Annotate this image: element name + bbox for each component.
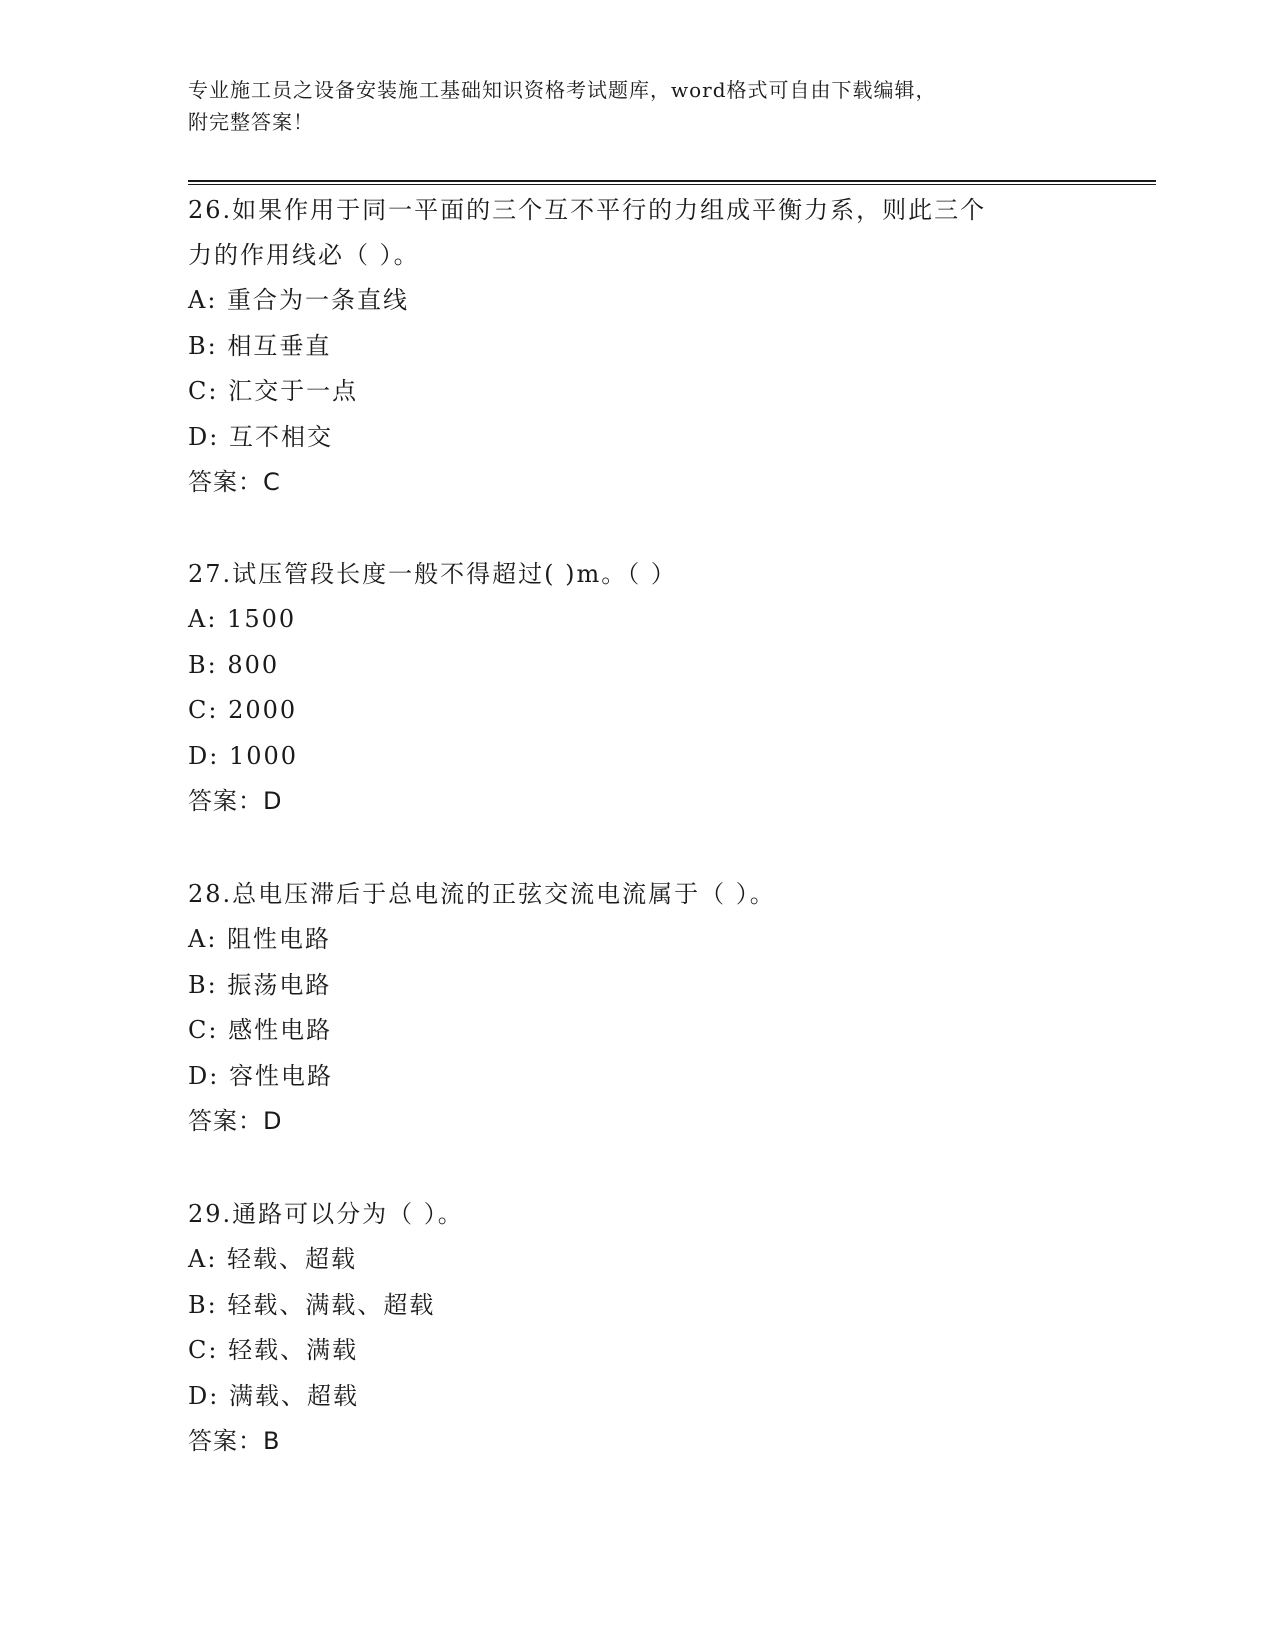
option-d: D: 满载、超载 xyxy=(188,1381,359,1410)
header-divider-thin xyxy=(188,184,1156,185)
header-line-2: 附完整答案！ xyxy=(188,110,314,134)
answer: 答案：C xyxy=(188,468,281,496)
option-a: A: 1500 xyxy=(188,605,297,633)
option-a: A: 阻性电路 xyxy=(188,925,332,953)
question-28 xyxy=(188,872,1088,1144)
answer: 答案：D xyxy=(188,1107,283,1135)
question-29 xyxy=(188,1192,1088,1464)
option-c: C: 感性电路 xyxy=(188,1016,333,1044)
header-divider-thick xyxy=(188,180,1156,182)
answer: 答案：D xyxy=(188,787,283,815)
option-c: C: 2000 xyxy=(188,696,298,724)
answer: 答案：B xyxy=(188,1427,281,1455)
header-line-1: 专业施工员之设备安装施工基础知识资格考试题库，word格式可自由下载编辑， xyxy=(188,78,937,102)
question-stem-continued: 力的作用线必（ ）。 xyxy=(188,241,420,269)
option-d: D: 互不相交 xyxy=(188,422,333,451)
question-stem: 29.通路可以分为（ ）。 xyxy=(188,1200,464,1228)
option-c: C: 汇交于一点 xyxy=(188,377,359,405)
option-c: C: 轻载、满载 xyxy=(188,1336,359,1364)
option-d: D: 1000 xyxy=(188,741,299,770)
question-stem: 27.试压管段长度一般不得超过( )m。（ ） xyxy=(188,560,677,588)
option-b: B: 相互垂直 xyxy=(188,331,332,360)
document-header xyxy=(188,74,1068,138)
option-b: B: 800 xyxy=(188,650,280,679)
option-a: A: 轻载、超载 xyxy=(188,1245,358,1273)
option-d: D: 容性电路 xyxy=(188,1061,333,1090)
option-b: B: 振荡电路 xyxy=(188,970,332,999)
option-a: A: 重合为一条直线 xyxy=(188,286,410,314)
question-stem: 26.如果作用于同一平面的三个互不平行的力组成平衡力系，则此三个 xyxy=(188,196,987,224)
question-stem: 28.总电压滞后于总电流的正弦交流电流属于（ ）。 xyxy=(188,880,776,908)
option-b: B: 轻载、满载、超载 xyxy=(188,1290,436,1319)
question-26 xyxy=(188,188,1088,505)
question-27 xyxy=(188,552,1088,824)
